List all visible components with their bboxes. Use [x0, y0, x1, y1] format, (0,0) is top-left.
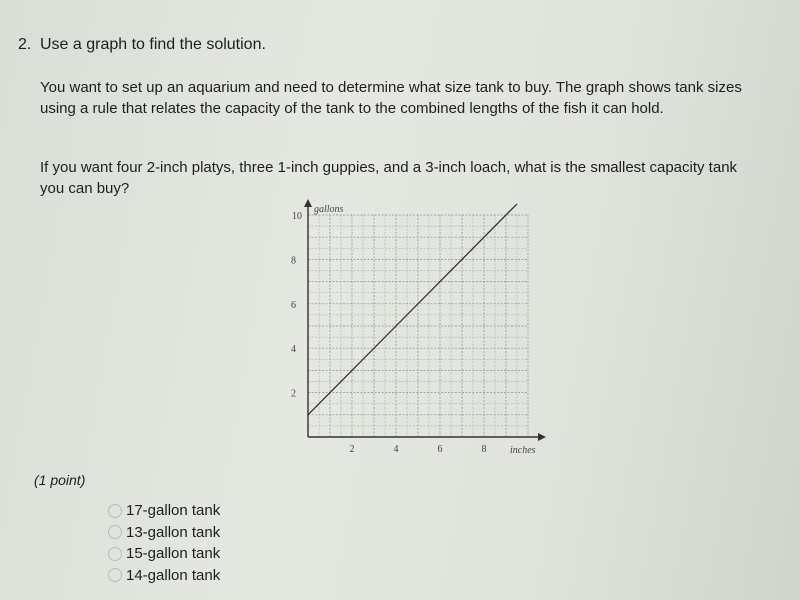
question-prompt [40, 157, 785, 199]
y-tick-label: 10 [292, 211, 302, 222]
option-label: 17-gallon tank [126, 502, 221, 520]
option-17-gallon[interactable] [108, 500, 220, 522]
intro-line-2: using a rule that relates the capacity of the tank to the combined lengths of the fish it can hold. [40, 100, 664, 117]
radio-button[interactable] [108, 568, 122, 582]
y-tick-labels [291, 211, 302, 400]
x-tick-label: 2 [349, 444, 355, 455]
question-title: Use a graph to find the solution. [40, 36, 266, 53]
prompt-line-2: you can buy? [40, 180, 130, 197]
y-tick-label: 6 [291, 299, 296, 311]
capacity-line [308, 204, 517, 415]
tank-size-graph [280, 195, 550, 460]
points-value: (1 point) [34, 472, 86, 488]
option-label: 13-gallon tank [126, 523, 221, 541]
question-intro [40, 77, 785, 119]
x-tick-labels [350, 444, 487, 455]
option-label: 14-gallon tank [126, 566, 221, 584]
x-tick-label: 4 [393, 444, 399, 455]
question-number: 2. [18, 36, 32, 53]
radio-button[interactable] [108, 504, 122, 518]
intro-line-1: You want to set up an aquarium and need to determine what size tank to buy. The graph shows tank sizes [40, 79, 742, 96]
option-13-gallon[interactable] [108, 522, 220, 544]
answer-options [108, 500, 220, 586]
x-tick-label: 8 [481, 444, 487, 455]
y-tick-label: 4 [291, 344, 296, 356]
option-label: 15-gallon tank [126, 545, 221, 563]
prompt-line-1: If you want four 2-inch platys, three 1-inch guppies, and a 3-inch loach, what is the smallest capacity tank [40, 159, 738, 176]
x-axis-arrow [538, 433, 546, 441]
graph-grid [308, 215, 528, 437]
y-axis-label: gallons [314, 204, 344, 215]
radio-button[interactable] [108, 547, 122, 561]
y-tick-label: 8 [291, 255, 296, 267]
y-tick-label: 2 [291, 388, 296, 400]
radio-button[interactable] [108, 525, 122, 539]
x-axis-label: inches [510, 445, 536, 456]
x-tick-label: 6 [437, 444, 443, 455]
option-14-gallon[interactable] [108, 565, 220, 587]
option-15-gallon[interactable] [108, 543, 220, 565]
y-axis-arrow [304, 199, 312, 207]
